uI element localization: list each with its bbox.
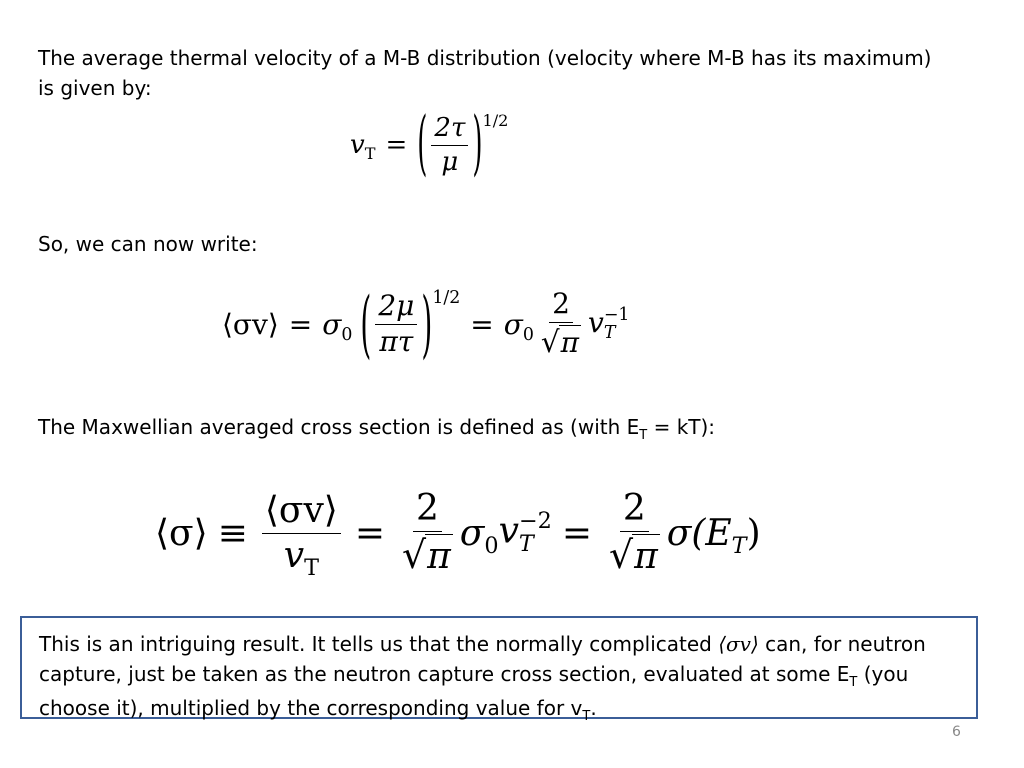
eq1-right-paren: ) [472,104,483,186]
eq2-equals-1: = [288,307,313,341]
result-text-part-2: can, for neutron capture, just be taken as the neutron capture cross section, evaluated at some E [39,632,926,686]
eq2-equals-2: = [470,307,494,341]
page-number: 6 [952,724,961,740]
eq3-equals-1: = [354,512,386,554]
eq2-fraction [375,288,417,358]
eq1-exponent: 1/2 [482,111,509,131]
eq2-numerator: 2μ [375,291,417,325]
eq3-sqrt-pi-2: √ π [609,533,658,578]
eq3-sqrt-pi-1: √ π [402,533,451,578]
eq2-sqrt-pi: √ π [540,325,580,360]
thermal-velocity-equation [350,100,508,190]
eq1-fraction [431,114,468,176]
result-text-part-1: This is an intriguing result. It tells us that the normally complicated [39,632,719,656]
eq1-denominator: μ [441,146,459,177]
result-callout-text [39,629,969,727]
eq2-left-paren: ( [360,281,372,367]
eq2-denominator: πτ [379,324,414,358]
intro-paragraph [38,43,931,103]
result-subscript-2: T [582,708,591,724]
eq3-v-term: v −2 T [498,507,552,557]
so-line: So, we can now write: [38,232,258,256]
result-text-part-4: . [590,696,597,720]
eq2-two-over-sqrt-pi [538,289,584,359]
eq2-sigma0-b: $\sigma_0$ [503,307,534,346]
eq3-equals-2: = [561,512,592,554]
eq2-frac-numerator: 2 [549,289,573,323]
maxwellian-text: The Maxwellian averaged cross section is defined as (with E [38,415,640,439]
eq3-fraction-2-num: 2 [413,489,442,532]
eq2-right-paren: ) [421,281,433,367]
eq1-lhs: $v_T$ [350,130,376,164]
eq3-equiv: ≡ [217,512,248,554]
eq2-sigma0: $\sigma_0$ [322,307,353,346]
result-text-part-3: (you choose it), multiplied by the corresponding value for v [39,662,909,720]
eq2-lhs: ⟨σv⟩ [222,307,279,341]
intro-line-2: is given by: [38,76,152,100]
eq2-v-term: v −1 T [588,304,630,344]
maxwellian-text-after: = kT): [647,415,716,439]
eq3-denominator: $v_T$ [283,534,319,582]
maxwellian-line [38,412,715,446]
eq3-fraction-2 [399,489,456,576]
sigma-v-equation [222,278,629,370]
eq3-numerator: ⟨σv⟩ [262,491,341,534]
maxwellian-cross-section-equation [155,478,761,588]
eq3-sigma-of-e: $\sigma(E_T)$ [666,512,761,560]
eq3-fraction-3-num: 2 [620,489,649,532]
eq1-equals: = [385,130,408,160]
result-inline-math: ⟨σv⟩ [718,632,759,656]
intro-line-1: The average thermal velocity of a M-B distribution (velocity where M-B has its maximum) [38,46,932,70]
eq3-fraction-1 [262,489,341,582]
maxwellian-subscript: T [639,427,648,443]
eq3-lhs: ⟨σ⟩ [155,512,208,554]
result-subscript-1: T [849,674,858,690]
eq1-numerator: 2τ [431,114,468,146]
eq2-exponent: 1/2 [432,287,461,308]
result-callout-box [20,616,978,724]
eq3-sigma0: $\sigma_0$ [459,512,499,560]
eq3-fraction-3 [606,489,663,576]
eq1-left-paren: ( [417,104,428,186]
